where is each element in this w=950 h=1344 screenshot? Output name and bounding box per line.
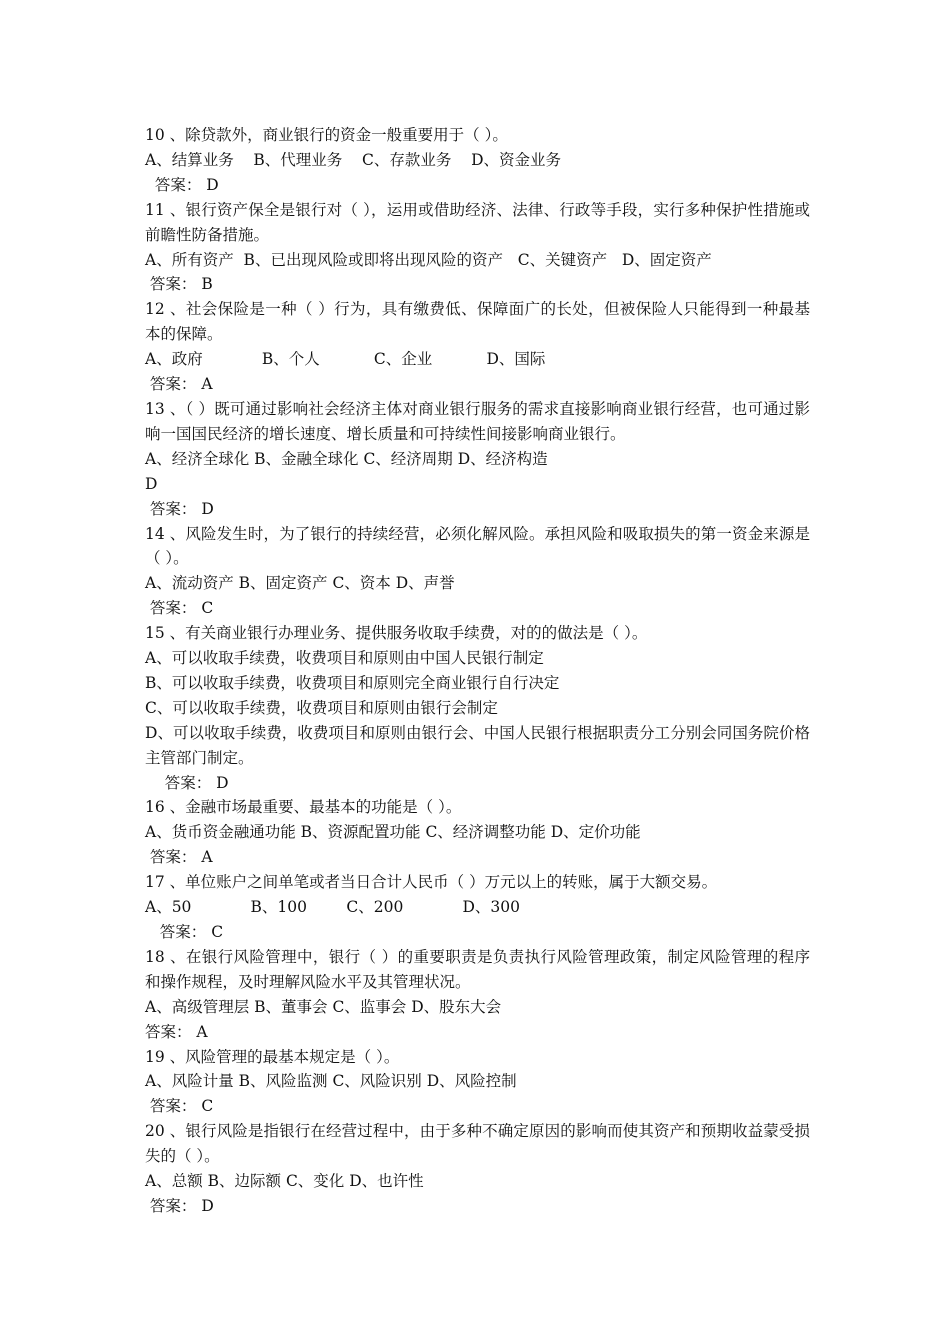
answer-line: 答案： C [145,1097,214,1116]
question-text: 19 、风险管理的最基本规定是（ ）。 [145,1047,400,1066]
question-list [145,123,810,1219]
option-line: A、高级管理层 B、董事会 C、监事会 D、股东大会 [145,997,502,1016]
option-line: A、可以收取手续费，收费项目和原则由中国人民银行制定 [145,649,544,668]
answer-line: 答案： A [145,375,213,394]
question-text: 14 、风险发生时，为了银行的持续经营，必须化解风险。承担风险和吸取损失的第一资金来源是（ ）。 [145,524,810,568]
option-line: C、可以收取手续费，收费项目和原则由银行会制定 [145,698,498,717]
answer-line: 答案： C [145,599,214,618]
question-text: 10 、除贷款外，商业银行的资金一般重要用于（ ）。 [145,126,508,144]
answer-line: 答案： D [145,1196,214,1215]
option-line: A、货币资金融通功能 B、资源配置功能 C、经济调整功能 D、定价功能 [145,823,641,842]
option-line: A、50 B、100 C、200 D、300 [145,898,521,917]
answer-line: 答案： B [145,275,213,294]
option-line: A、政府 B、个人 C、企业 D、国际 [145,350,546,369]
question-text: 12 、社会保险是一种（ ）行为，具有缴费低、保障面广的长处，但被保险人只能得到一种最基本的保障。 [145,300,810,344]
answer-line: 答案： C [145,923,224,941]
answer-line: 答案： D [145,773,229,792]
option-line: A、结算业务 B、代理业务 C、存款业务 D、资金业务 [145,150,561,169]
option-line: B、可以收取手续费，收费项目和原则完全商业银行自行决定 [145,673,560,692]
option-line: A、总额 B、边际额 C、变化 D、也许性 [145,1172,424,1191]
answer-line: 答案： A [145,848,213,867]
question-text: 16 、金融市场最重要、最基本的功能是（ ）。 [145,798,462,817]
question-text: D、可以收取手续费，收费项目和原则由银行会、中国人民银行根据职责分工分别会同国务院价格主管部门制定。 [145,723,810,767]
answer-line: 答案： D [145,175,219,194]
question-text: 17 、单位账户之间单笔或者当日合计人民币（ ）万元以上的转账，属于大额交易。 [145,873,718,892]
option-line: A、流动资产 B、固定资产 C、资本 D、声誉 [145,574,455,593]
question-text: 18 、在银行风险管理中，银行（ ）的重要职责是负责执行风险管理政策，制定风险管理的程序和操作规程，及时理解风险水平及其管理状况。 [145,947,810,991]
option-line: A、风险计量 B、风险监测 C、风险识别 D、风险控制 [145,1072,517,1091]
answer-line: 答案： A [145,1022,208,1041]
question-text: 20 、银行风险是指银行在经营过程中，由于多种不确定原因的影响而使其资产和预期收益蒙受损失的（ ）。 [145,1122,810,1166]
question-text: 11 、银行资产保全是银行对（ ），运用或借助经济、法律、行政等手段，实行多种保护性措施或前瞻性防备措施。 [145,200,810,244]
answer-line: 答案： D [145,499,214,518]
option-line: A、所有资产 B、已出现风险或即将出现风险的资产 C、关键资产 D、固定资产 [145,250,712,269]
question-text: 15 、有关商业银行办理业务、提供服务收取手续费，对的的做法是（ ）。 [145,624,648,643]
option-line: A、经济全球化 B、金融全球化 C、经济周期 D、经济构造 [145,449,548,468]
question-text: 13 、（ ）既可通过影响社会经济主体对商业银行服务的需求直接影响商业银行经营，也可通过影响一国国民经济的增长速度、增长质量和可持续性间接影响商业银行。 [145,399,810,443]
option-line: D [145,474,158,493]
